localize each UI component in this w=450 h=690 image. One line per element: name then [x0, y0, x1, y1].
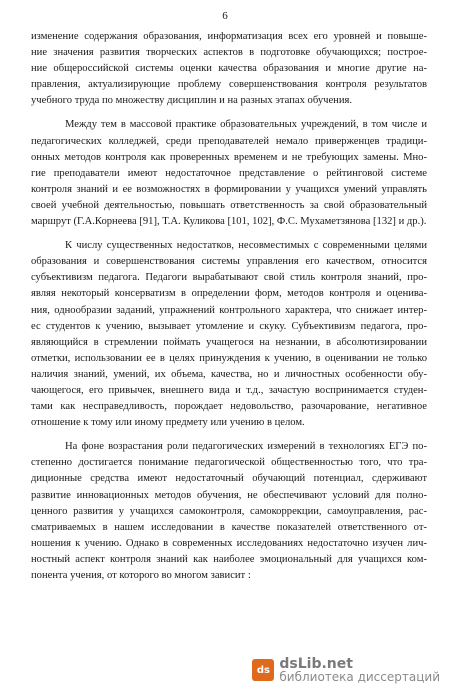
paragraph [31, 117, 427, 230]
text-line: ние значения развития творческих аспектов в подготовке обучающихся; построе- [31, 47, 427, 59]
text-line: тами как несправедливость, порождает недовольство, разочарование, негативное [31, 401, 427, 413]
text-line: понента учения, от которого во многом зависит : [31, 570, 251, 581]
document-body [31, 29, 427, 584]
text-line: педагогических колледжей, среди преподавателей немало приверженцев традици- [31, 135, 427, 147]
watermark-subtitle: библиотека диссертаций [279, 670, 440, 685]
text-line: являющийся в стремлении поймать учащегося на незнании, в абсолютизировании [31, 336, 427, 348]
text-line: маршрут (Г.А.Корнеева [91], Т.А. Куликова [101, 102], Ф.С. Мухаметзянова [132] и др.). [31, 216, 427, 228]
text-line: развитие инновационных методов обучения, не обеспечивают условий для полно- [31, 489, 427, 501]
paragraph [31, 238, 427, 431]
text-line: К числу существенных недостатков, несовместимых с современными целями [65, 240, 427, 252]
text-line: образования и совершенствования системы управления его качеством, относится [31, 256, 427, 268]
text-line: На фоне возрастания роли педагогических измерений в технологиях ЕГЭ по- [65, 441, 427, 453]
text-line: сматриваемых в нашем исследовании в качестве показателей ответственного от- [31, 521, 427, 533]
text-line: учебного труда по множеству дисциплин и на разных этапах обучения. [31, 95, 353, 107]
text-line: чающегося, его привычек, внешнего вида и т.д., зачастую воспринимается студен- [31, 384, 427, 396]
text-line: контроля знаний и ее возможностях в формировании у учащихся умений управлять [31, 183, 427, 195]
text-line: диционные средства имеют недостаточный обучающий потенциал, сдерживают [31, 473, 427, 485]
text-line: отметки, использовании ее в целях принуждения к учению, в оценивании не только [31, 352, 427, 364]
text-line: ес студентов к учению, вызывает утомление и скуку. Субъективизм педагога, про- [31, 320, 427, 332]
text-line: ценного развития у учащихся самоконтроля, самокоррекции, самоуправления, рас- [31, 505, 427, 517]
dslib-logo-icon: ds [252, 659, 274, 681]
text-line: субъективизм педагога. Педагоги вырабатывают свой стиль контроля знаний, про- [31, 272, 427, 284]
text-line: наличия знаний, умений, их объема, качества, но и личностных особенности обу- [31, 368, 427, 380]
text-line: гие преподаватели имеют недостаточное представление о рейтинговой системе [31, 167, 427, 179]
text-line: ношения к учению. Однако в современных исследованиях недостаточно изучен лич- [31, 537, 427, 549]
text-line: являя некоторый консерватизм в определении форм, методов контроля и оценива- [31, 288, 427, 300]
paragraph [31, 439, 427, 584]
text-line: степенно достигается понимание педагогической общественностью того, что тра- [31, 457, 427, 469]
text-line: отношение к тому или иному предмету или учению в целом. [31, 417, 305, 429]
text-line: правления, актуализирующие проблему совершенствования контроля результатов [31, 79, 427, 91]
text-line: ние общероссийской системы оценки качества образования и многие другие на- [31, 63, 427, 75]
paragraph [31, 29, 427, 109]
text-line: ния, однообразии заданий, упражнений контрольного характера, что снижает интер- [31, 304, 427, 316]
text-line: ностный аспект контроля знаний как наиболее эмоциональный для учащихся ком- [31, 553, 427, 565]
watermark [252, 657, 440, 684]
text-line: Между тем в массовой практике образовательных учреждений, в том числе и [65, 119, 427, 131]
page-number: 6 [222, 10, 228, 22]
text-line: онных методов контроля как проверенных временем и не требующих замены. Мно- [31, 151, 427, 163]
watermark-site: dsLib.net [279, 655, 353, 672]
text-line: своей учебной деятельностью, повышать ответственность за свой образовательный [31, 199, 427, 211]
text-line: изменение содержания образования, информатизация всех его уровней и повыше- [31, 31, 427, 42]
